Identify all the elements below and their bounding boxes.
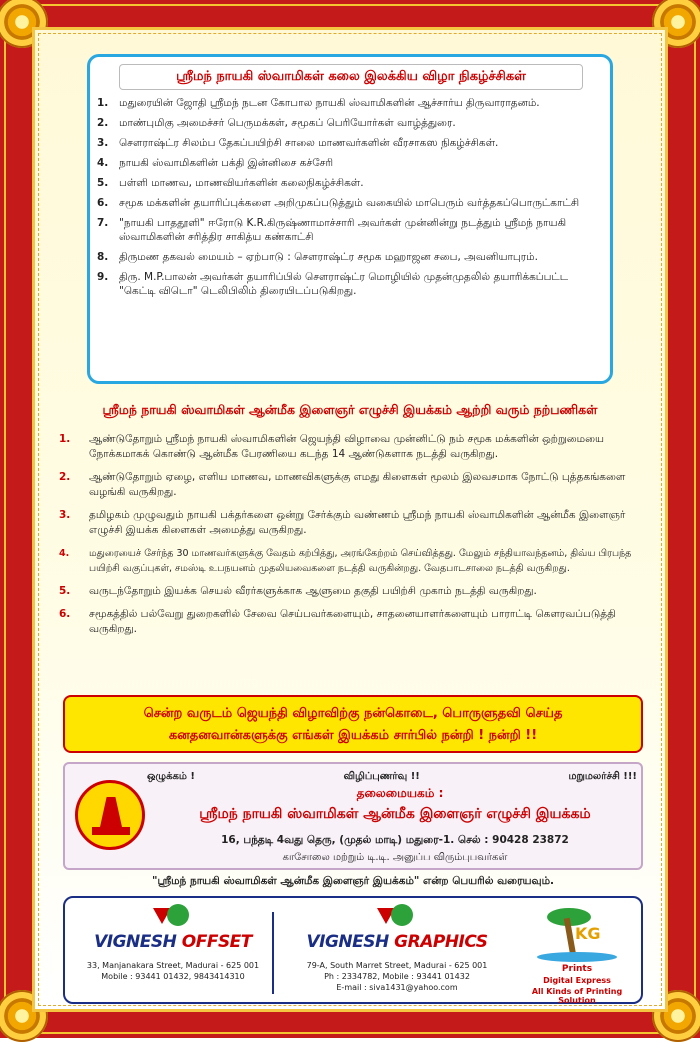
item-number: 1. (59, 433, 71, 445)
list-item (97, 116, 607, 130)
motto: விழிப்புணர்வு !! (343, 771, 420, 782)
sponsor-kg-prints (517, 904, 637, 1005)
item-text: பள்ளி மாணவ, மாணவியர்களின் கலைநிகழ்ச்சிகள். (119, 177, 364, 189)
sponsor-tagline: Digital Express (543, 976, 611, 985)
item-text: திரு. M.P.பாலன் அவர்கள் தயாரிப்பில் சௌராஷ்ட்ர மொழியில் முதன்முதலில் தயாரிக்கப்பட்ட "கெட்டி விடொ" டெலிபிலிம் திரையிடப்படுகிறது. (119, 271, 569, 297)
list-item (59, 470, 649, 500)
item-text: சமூக மக்களின் தயாரிப்புக்களை அறிமுகப்படுத்தும் வகையில் மாபெரும் வர்த்தகப்பொருட்காட்சி (119, 197, 580, 209)
temple-logo-icon (75, 780, 145, 850)
divider (272, 912, 274, 994)
thanks-banner (63, 695, 643, 753)
item-text: மாண்புமிகு அமைச்சர் பெருமக்கள், சமூகப் பெரியோர்கள் வாழ்த்துரை. (119, 117, 456, 129)
list-item (97, 196, 607, 210)
mottos (147, 771, 637, 783)
address-line: Ph : 2334782, Mobile : 93441 01432 (324, 972, 470, 981)
list-item (59, 432, 649, 462)
list-item (59, 607, 649, 637)
payment-note: காசோலை மற்றும் டி.டி. அனுப்ப விரும்புபவர்கள் (282, 852, 508, 863)
sponsor-vignesh-offset (73, 904, 273, 982)
vignesh-logo-icon (377, 904, 417, 928)
sponsor-brand (277, 932, 517, 952)
sponsor-address (277, 960, 517, 993)
brand-part: VIGNESH (306, 932, 389, 952)
organization-name: ஸ்ரீமந் நாயகி ஸ்வாமிகள் ஆன்மீக இளைஞர் எழுச்சி இயக்கம் (199, 806, 591, 822)
poster-content (32, 27, 668, 1012)
item-number: 3. (97, 137, 109, 149)
sponsor-brand: Prints (561, 964, 593, 974)
item-number: 9. (97, 271, 109, 283)
payee-note: "ஸ்ரீமந் நாயகி ஸ்வாமிகள் ஆன்மீக இளைஞர் இயக்கம்" என்ற பெயரில் வரையவும். (151, 875, 555, 887)
item-number: 8. (97, 251, 109, 263)
sponsor-address (73, 960, 273, 982)
item-number: 6. (59, 608, 71, 620)
list-item (97, 250, 607, 264)
program-title: ஸ்ரீமந் நாயகி ஸ்வாமிகள் கலை இலக்கிய விழா நிகழ்ச்சிகள் (119, 64, 583, 90)
item-text: சௌராஷ்ட்ர சிலம்ப தேகப்பயிற்சி சாலை மாணவர்களின் வீரசாகஸ நிகழ்ச்சிகள். (119, 137, 499, 149)
item-number: 7. (97, 217, 109, 229)
sponsor-vignesh-graphics (277, 904, 517, 993)
item-text: தமிழகம் முழுவதும் நாயகி பக்தர்களை ஒன்று சேர்க்கும் வண்ணம் ஸ்ரீமந் நாயகி ஸ்வாமிகளின் ஆன்மீக இளைஞர் எழுச்சி இயக்க கிளைகள் அமைத்து வருகிறது. (89, 509, 626, 536)
item-text: மதுரையின் ஜோதி ஸ்ரீமந் நடன கோபால நாயகி ஸ்வாமிகளின் ஆச்சார்ய திருவாராதனம். (119, 97, 540, 109)
item-text: ஆண்டுதோறும் ஏழை, எளிய மாணவ, மாணவிகளுக்கு எமது கிளைகள் மூலம் இலவசமாக நோட்டு புத்தகங்களை வழங்கி வருகிறது. (89, 471, 626, 498)
item-text: நாயகி ஸ்வாமிகளின் பக்தி இன்னிசை கச்சேரி (119, 157, 334, 169)
item-number: 5. (97, 177, 109, 189)
sponsor-tagline: All Kinds of Printing Solution (531, 987, 623, 1005)
vignesh-logo-icon (153, 904, 193, 928)
item-text: சமூகத்தில் பல்வேறு துறைகளில் சேவை செய்பவர்களையும், சாதனையாளர்களையும் பாராட்டி கௌரவப்படுத்தி வருகிறது. (89, 608, 616, 635)
logo-text: KG (575, 924, 601, 943)
item-number: 6. (97, 197, 109, 209)
list-item (97, 270, 607, 298)
brand-part: VIGNESH (94, 932, 177, 952)
item-text: மதுரையைச் சேர்ந்த 30 மாணவர்களுக்கு வேதம் கற்பித்து, அரங்கேற்றம் செய்வித்தது. மேலும் சந்தியாவந்தனம், திவ்ய பிரபந்த பயிற்சி வகுப்புகள், சமஸ்டி உபநயனம் முதலியவைகளை நடத்தி வருகின்றது. வேதபாடசாலை நடத்தி வருகிறது. (89, 548, 632, 574)
item-text: "நாயகி பாததூளி" ஈரோடு K.R.கிருஷ்ணாமாச்சாரி அவர்கள் முன்னின்று நடத்தும் ஸ்ரீமந் நாயகி ஸ்வாமிகளின் சரித்திர சாகித்ய கண்காட்சி (119, 217, 567, 243)
list-item (59, 584, 649, 599)
list-item (97, 136, 607, 150)
sponsors-box (63, 896, 643, 1004)
item-number: 4. (97, 157, 109, 169)
list-item (97, 216, 607, 244)
item-text: திருமண தகவல் மையம் – ஏற்பாடு : சௌராஷ்ட்ர சமூக மஹாஜன சபை, அவனியாபுரம். (119, 251, 538, 263)
item-text: ஆண்டுதோறும் ஸ்ரீமந் நாயகி ஸ்வாமிகளின் ஜெயந்தி விழாவை முன்னிட்டு நம் சமூக மக்களின் ஒற்றுமையை நோக்கமாகக் கொண்டு ஆன்மீக பேரணியை கடந்த 14 ஆண்டுகளாக நடத்தி வருகிறது. (89, 433, 605, 460)
hq-label: தலைமையகம் : (356, 786, 444, 800)
brand-part: GRAPHICS (394, 932, 488, 952)
list-item (59, 546, 649, 576)
thanks-line-1: சென்ற வருடம் ஜெயந்தி விழாவிற்கு நன்கொடை, பொருளுதவி செய்த (143, 706, 563, 721)
headquarters-box (63, 762, 643, 870)
palm-logo-icon (537, 904, 617, 964)
motto: ஒழுக்கம் ! (147, 771, 195, 782)
item-text: வருடந்தோறும் இயக்க செயல் வீரர்களுக்காக ஆளுமை தகுதி பயிற்சி முகாம் நடத்தி வருகிறது. (89, 585, 537, 597)
motto: மறுமலர்ச்சி !!! (568, 771, 637, 782)
address-line: E-mail : siva1431@yahoo.com (336, 983, 458, 992)
address-line: 33, Manjanakara Street, Madurai - 625 001 (86, 961, 260, 970)
item-number: 5. (59, 585, 71, 597)
list-item (97, 156, 607, 170)
item-number: 3. (59, 509, 71, 521)
hq-address: 16, பந்தடி 4வது தெரு, (முதல் மாடி) மதுரை-1. செல் : 90428 23872 (221, 834, 569, 846)
services-title: ஸ்ரீமந் நாயகி ஸ்வாமிகள் ஆன்மீக இளைஞர் எழுச்சி இயக்கம் ஆற்றி வரும் நற்பணிகள் (102, 402, 598, 417)
program-list (97, 96, 607, 304)
item-number: 2. (59, 471, 71, 483)
sponsor-brand (73, 932, 273, 952)
item-number: 1. (97, 97, 109, 109)
list-item (97, 96, 607, 110)
thanks-line-2: கனதனவான்களுக்கு எங்கள் இயக்கம் சார்பில் நன்றி ! நன்றி !! (168, 728, 538, 743)
services-list (59, 432, 649, 645)
list-item (97, 176, 607, 190)
brand-part: OFFSET (181, 932, 252, 952)
address-line: 79-A, South Marret Street, Madurai - 625 001 (306, 961, 488, 970)
item-number: 2. (97, 117, 109, 129)
list-item (59, 508, 649, 538)
address-line: Mobile : 93441 01432, 9843414310 (101, 972, 245, 981)
item-number: 4. (59, 548, 70, 559)
